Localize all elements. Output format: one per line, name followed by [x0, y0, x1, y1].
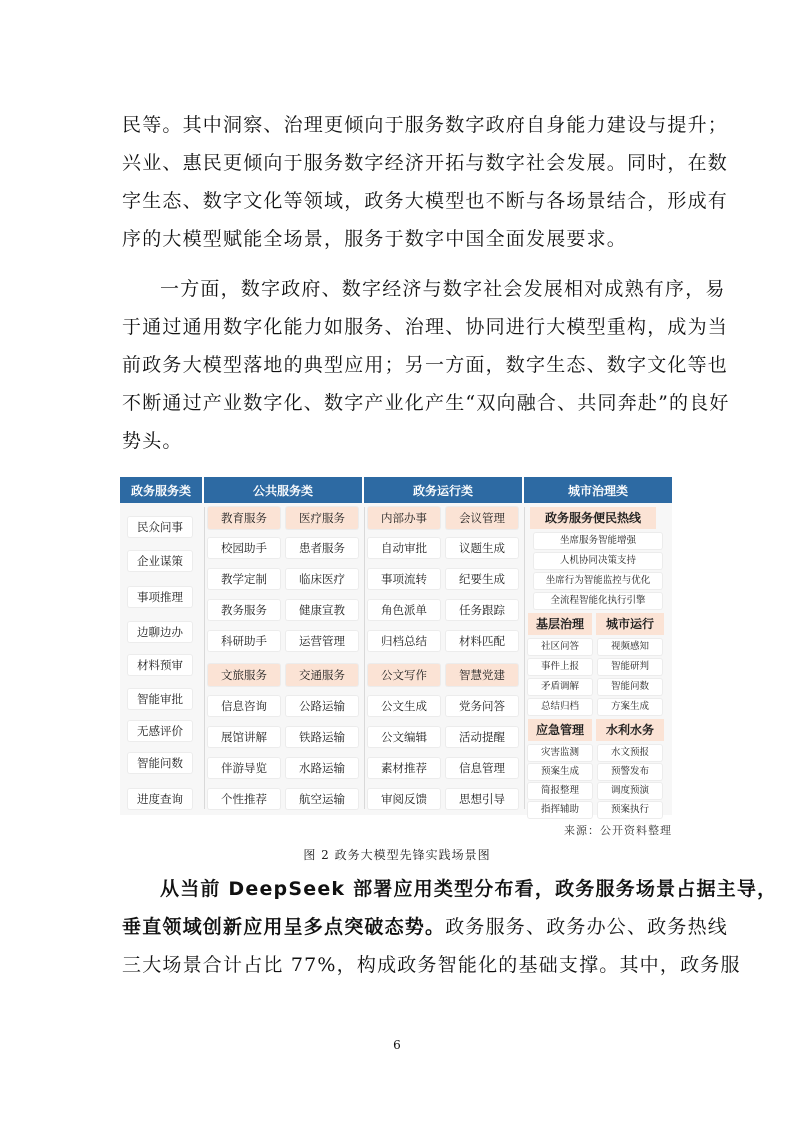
public-item: 教学定制: [208, 569, 280, 589]
hotline-item: 坐席服务智能增强: [534, 533, 662, 549]
grassroots-item: 矛盾调解: [528, 679, 592, 695]
city-operation-title: 城市运行: [596, 613, 664, 635]
figure-source: 来源：公开资料整理: [564, 824, 672, 837]
para2-line-1: 一方面，数字政府、数字经济与数字社会发展相对成熟有序，易: [160, 278, 726, 300]
public-item: 航空运输: [286, 789, 358, 809]
public-item: 科研助手: [208, 631, 280, 651]
para2-line-5: 势头。: [122, 430, 183, 452]
header-city-governance: 城市治理类: [524, 477, 672, 503]
ops-item: 角色派单: [368, 600, 440, 620]
emergency-item: 指挥辅助: [528, 802, 592, 818]
ops-item: 公文编辑: [368, 727, 440, 747]
gov-item: 进度查询: [128, 789, 192, 809]
public-item: 运营管理: [286, 631, 358, 651]
public-item: 展馆讲解: [208, 727, 280, 747]
water-item: 预案执行: [598, 802, 662, 818]
public-item: 信息咨询: [208, 696, 280, 716]
city-operation-item: 视频感知: [598, 639, 662, 655]
ops-item: 审阅反馈: [368, 789, 440, 809]
grassroots-item: 社区问答: [528, 639, 592, 655]
gov-item: 材料预审: [128, 655, 192, 675]
para3-line-3: 三大场景合计占比 77%，构成政务智能化的基础支撑。其中，政务服: [122, 954, 741, 976]
page-number: 6: [393, 1038, 401, 1052]
figure-caption: 图 2 政务大模型先锋实践场景图: [303, 848, 491, 862]
ops-item: 公文写作: [368, 664, 440, 686]
gov-item: 智能问数: [128, 753, 192, 773]
public-item: 伴游导览: [208, 758, 280, 778]
emergency-item: 预案生成: [528, 764, 592, 780]
gov-item: 无感评价: [128, 721, 192, 741]
public-item: 患者服务: [286, 538, 358, 558]
para2-line-3: 前政务大模型落地的典型应用；另一方面，数字生态、数字文化等也: [122, 354, 729, 376]
header-gov-operation: 政务运行类: [364, 477, 524, 503]
public-item: 教育服务: [208, 507, 280, 529]
ops-item: 材料匹配: [446, 631, 518, 651]
public-item: 健康宣教: [286, 600, 358, 620]
public-item: 文旅服务: [208, 664, 280, 686]
ops-item: 任务跟踪: [446, 600, 518, 620]
ops-item: 党务问答: [446, 696, 518, 716]
ops-item: 议题生成: [446, 538, 518, 558]
para2-line-4: 不断通过产业数字化、数字产业化产生“双向融合、共同奔赴”的良好: [122, 392, 730, 414]
hotline-item: 人机协同决策支持: [534, 553, 662, 569]
paragraph-1: [122, 106, 729, 258]
para3-line-2-rest: 政务服务、政务办公、政务热线: [445, 916, 729, 938]
ops-item: 自动审批: [368, 538, 440, 558]
grassroots-item: 事件上报: [528, 659, 592, 675]
ops-item: 信息管理: [446, 758, 518, 778]
public-item: 教务服务: [208, 600, 280, 620]
para3-bold-line-2: 垂直领域创新应用呈多点突破态势。: [122, 916, 446, 938]
gov-item: 民众问事: [128, 517, 192, 537]
ops-item: 内部办事: [368, 507, 440, 529]
ops-item: 事项流转: [368, 569, 440, 589]
para1-line-1: 民等。其中洞察、治理更倾向于服务数字政府自身能力建设与提升；: [122, 114, 729, 136]
para2-line-2: 于通过通用数字化能力如服务、治理、协同进行大模型重构，成为当: [122, 316, 729, 338]
emergency-item: 灾害监测: [528, 745, 592, 761]
scenario-figure: [120, 477, 672, 815]
public-item: 个性推荐: [208, 789, 280, 809]
public-item: 临床医疗: [286, 569, 358, 589]
hotline-title: 政务服务便民热线: [530, 507, 656, 529]
city-operation-item: 方案生成: [598, 699, 662, 715]
public-item: 铁路运输: [286, 727, 358, 747]
ops-item: 归档总结: [368, 631, 440, 651]
water-item: 预警发布: [598, 764, 662, 780]
city-operation-item: 智能研判: [598, 659, 662, 675]
hotline-item: 全流程智能化执行引擎: [534, 593, 662, 609]
para3-bold-line-1: 从当前 DeepSeek 部署应用类型分布看，政务服务场景占据主导，: [160, 878, 778, 900]
emergency-item: 简报整理: [528, 783, 592, 799]
public-item: 交通服务: [286, 664, 358, 686]
gov-item: 智能审批: [128, 689, 192, 709]
public-item: 水路运输: [286, 758, 358, 778]
ops-item: 素材推荐: [368, 758, 440, 778]
ops-item: 会议管理: [446, 507, 518, 529]
ops-item: 公文生成: [368, 696, 440, 716]
hotline-item: 坐席行为智能监控与优化: [534, 573, 662, 589]
emergency-title: 应急管理: [528, 719, 592, 741]
para1-line-2: 兴业、惠民更倾向于服务数字经济开拓与数字社会发展。同时，在数: [122, 152, 729, 174]
header-gov-service: 政务服务类: [120, 477, 204, 503]
public-item: 公路运输: [286, 696, 358, 716]
ops-item: 活动提醒: [446, 727, 518, 747]
gov-item: 边聊边办: [128, 622, 192, 642]
public-item: 校园助手: [208, 538, 280, 558]
grassroots-title: 基层治理: [528, 613, 592, 635]
para1-line-3: 字生态、数字文化等领域，政务大模型也不断与各场景结合，形成有: [122, 190, 729, 212]
grassroots-item: 总结归档: [528, 699, 592, 715]
city-operation-item: 智能问数: [598, 679, 662, 695]
water-item: 水文预报: [598, 745, 662, 761]
ops-item: 纪要生成: [446, 569, 518, 589]
paragraph-3: [122, 870, 778, 984]
gov-item: 事项推理: [128, 587, 192, 607]
para1-line-4: 序的大模型赋能全场景，服务于数字中国全面发展要求。: [122, 228, 628, 250]
public-item: 医疗服务: [286, 507, 358, 529]
header-public-service: 公共服务类: [204, 477, 364, 503]
water-item: 调度预演: [598, 783, 662, 799]
paragraph-2: [122, 270, 730, 460]
gov-item: 企业谋策: [128, 551, 192, 571]
water-title: 水利水务: [596, 719, 664, 741]
ops-item: 智慧党建: [446, 664, 518, 686]
ops-item: 思想引导: [446, 789, 518, 809]
